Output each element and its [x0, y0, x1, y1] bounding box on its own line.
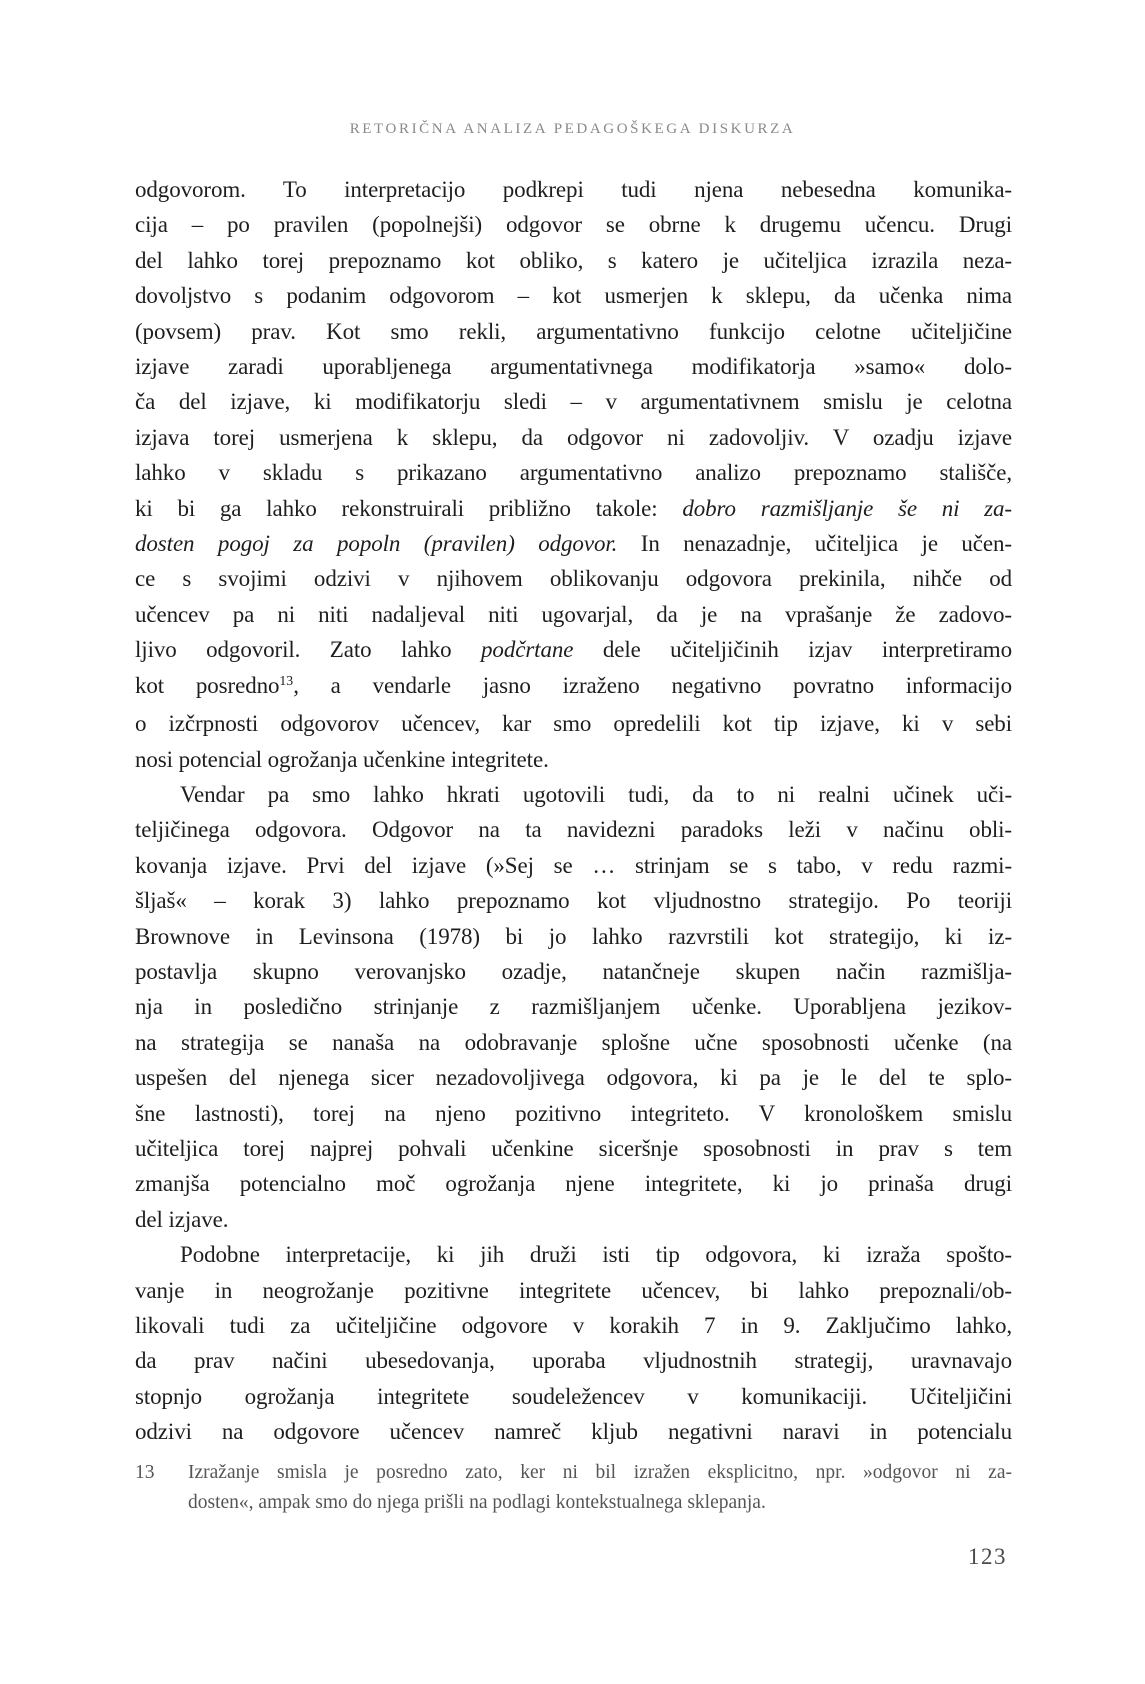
text-segment: šljaš« – korak 3) lahko prepoznamo kot vljudnostno strategijo. Po teoriji [135, 888, 1012, 914]
text-segment: teljičinega odgovora. Odgovor na ta navidezni paradoks leži v načinu obli- [135, 817, 1012, 843]
text-line [135, 172, 1012, 207]
text-segment: učencev pa ni niti nadaljeval niti ugovarjal, da je na vprašanje že zadovo- [135, 601, 1012, 627]
text-segment: nosi potencial ogrožanja učenkine integritete. [135, 746, 549, 772]
page-number: 123 [968, 1544, 1007, 1569]
text-segment: stopnjo ogrožanja integritete soudeležencev v komunikaciji. Učiteljičini [135, 1383, 1012, 1409]
text-line [135, 278, 1012, 313]
text-segment: del lahko torej prepoznamo kot obliko, s katero je učiteljica izrazila neza- [135, 247, 1012, 273]
italic-text: podčrtane [481, 637, 574, 663]
text-line [135, 1237, 1012, 1272]
text-line [135, 706, 1012, 741]
italic-text: dobro razmišljanje še ni za- [682, 495, 1012, 521]
text-line [135, 526, 1012, 561]
text-line [135, 777, 1012, 812]
text-segment: dovoljstvo s podanim odgovorom – kot usmerjen k sklepu, da učenka nima [135, 283, 1012, 309]
text-line [135, 420, 1012, 455]
text-segment: ce s svojimi odzivi v njihovem oblikovanju odgovora prekinila, nihče od [135, 566, 1012, 592]
text-segment: da prav načini ubesedovanja, uporaba vljudnostnih strategij, uravnavajo [135, 1348, 1012, 1374]
text-segment: zmanjša potencialno moč ogrožanja njene integritete, ki jo prinaša drugi [135, 1171, 1012, 1197]
text-line [135, 597, 1012, 632]
text-line [135, 1414, 1012, 1449]
text-segment: del izjave. [135, 1206, 229, 1232]
text-line [135, 1096, 1012, 1131]
text-segment: izjave zaradi uporabljenega argumentativnega modifikatorja »samo« dolo- [135, 354, 1012, 380]
text-segment: cija – po pravilen (popolnejši) odgovor se obrne k drugemu učencu. Drugi [135, 212, 1012, 238]
text-line [135, 742, 1012, 777]
text-line [135, 848, 1012, 883]
text-line [135, 883, 1012, 918]
text-line [135, 384, 1012, 419]
text-segment: nja in posledično strinjanje z razmišljanjem učenke. Uporabljena jezikov- [135, 994, 1012, 1020]
text-line [135, 812, 1012, 847]
text-segment: kovanja izjave. Prvi del izjave (»Sej se … strinjam se s tabo, v redu razmi- [135, 852, 1012, 878]
text-segment: likovali tudi za učiteljičine odgovore v korakih 7 in 9. Zaključimo lahko, [135, 1313, 1012, 1338]
text-segment: odzivi na odgovore učencev namreč kljub negativni naravi in potencialu [135, 1419, 1012, 1445]
italic-text: dosten pogoj za popoln (pravilen) odgovor. [135, 531, 618, 557]
body-text [135, 172, 1012, 1450]
text-line [135, 1166, 1012, 1201]
text-segment: , a vendarle jasno izraženo negativno povratno informacijo [293, 672, 1012, 698]
text-segment: kot posredno [135, 672, 280, 698]
text-segment: ča del izjave, ki modifikatorju sledi – v argumentativnem smislu je celotna [135, 389, 1012, 415]
text-segment: Podobne interpretacije, ki jih druži isti tip odgovora, ki izraža spošto- [180, 1242, 1012, 1268]
text-line [135, 243, 1012, 278]
text-line [188, 1488, 1012, 1518]
text-line [135, 1308, 1012, 1343]
running-title: RETORIČNA ANALIZA PEDAGOŠKEGA DISKURZA [349, 121, 796, 137]
text-segment: ki bi ga lahko rekonstruirali približno takole: [135, 495, 683, 521]
text-segment: na strategija se nanaša na odobravanje splošne učne sposobnosti učenke (na [135, 1029, 1012, 1055]
text-segment: Vendar pa smo lahko hkrati ugotovili tudi, da to ni realni učinek uči- [180, 781, 1012, 807]
text-line [135, 455, 1012, 490]
text-segment: Brownove in Levinsona (1978) bi jo lahko razvrstili kot strategijo, ki iz- [135, 923, 1012, 949]
text-line [135, 314, 1012, 349]
text-line [135, 668, 1012, 706]
text-segment: uspešen del njenega sicer nezadovoljivega odgovora, ki pa je le del te splo- [135, 1065, 1012, 1091]
text-line [188, 1458, 1012, 1488]
text-line [135, 1202, 1012, 1237]
text-line [135, 207, 1012, 242]
text-segment: izjava torej usmerjena k sklepu, da odgovor ni zadovoljiv. V ozadju izjave [135, 424, 1012, 450]
text-segment: In nenazadnje, učiteljica je učen- [617, 531, 1012, 557]
text-line [135, 1273, 1012, 1308]
text-line [135, 954, 1012, 989]
footnote [135, 1458, 1012, 1518]
text-line [135, 1379, 1012, 1414]
text-line [135, 561, 1012, 596]
text-segment: dele učiteljičinih izjav interpretiramo [573, 637, 1012, 663]
text-segment: lahko v skladu s prikazano argumentativno analizo prepoznamo stališče, [135, 460, 1012, 486]
text-segment: ljivo odgovoril. Zato lahko [135, 637, 482, 663]
text-segment: učiteljica torej najprej pohvali učenkine siceršnje sposobnosti in prav s tem [135, 1135, 1012, 1161]
text-line [135, 349, 1012, 384]
text-line [135, 1060, 1012, 1095]
text-segment: vanje in neogrožanje pozitivne integritete učencev, bi lahko prepoznali/ob- [135, 1277, 1012, 1303]
text-line [135, 919, 1012, 954]
text-line [135, 1131, 1012, 1166]
text-segment: šne lastnosti), torej na njeno pozitivno integriteto. V kronološkem smislu [135, 1100, 1012, 1126]
footnote-number: 13 [135, 1462, 155, 1483]
text-segment: dosten«, ampak smo do njega prišli na podlagi kontekstualnega sklepanja. [188, 1492, 766, 1513]
text-segment: Izražanje smisla je posredno zato, ker ni bil izražen eksplicitno, npr. »odgovor ni za- [188, 1462, 1012, 1483]
text-segment: o izčrpnosti odgovorov učencev, kar smo opredelili kot tip izjave, ki v sebi [135, 711, 1012, 737]
text-line [135, 1343, 1012, 1378]
text-line [135, 989, 1012, 1024]
text-line [135, 1025, 1012, 1060]
footnote-ref: 13 [279, 673, 294, 689]
text-segment: (povsem) prav. Kot smo rekli, argumentativno funkcijo celotne učiteljičine [135, 318, 1012, 344]
text-line [135, 491, 1012, 526]
footnote-text [188, 1458, 1012, 1518]
text-segment: odgovorom. To interpretacijo podkrepi tudi njena nebesedna komunika- [135, 177, 1012, 202]
text-segment: postavlja skupno verovanjsko ozadje, natančneje skupen način razmišlja- [135, 958, 1012, 984]
text-line [135, 632, 1012, 667]
